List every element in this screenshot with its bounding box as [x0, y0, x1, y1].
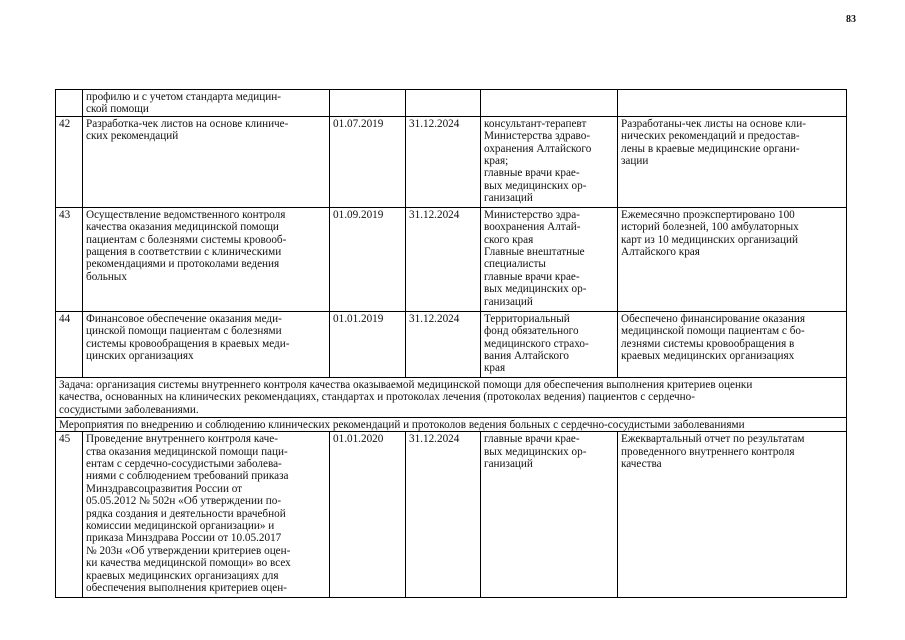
cell-line: больных: [86, 270, 127, 283]
cell-line: ганизаций: [484, 295, 533, 308]
cell-line: Обеспечено финансирование оказания: [621, 312, 805, 325]
end-date-cell: 31.12.2024: [406, 116, 481, 207]
measures-heading-cell: Мероприятия по внедрению и соблюдению клинических рекомендаций и протоколов ведения больных с сердечно-сосудистыми заболеваниями: [56, 417, 847, 431]
cell-line: нических рекомендаций и предостав-: [621, 130, 800, 143]
responsible-cell: [481, 207, 618, 311]
cell-line: Минздравсоцразвития России от: [86, 482, 243, 495]
row-number-cell: 45: [56, 432, 83, 598]
table-row: [56, 432, 847, 598]
cell-line: Главные внештатные: [484, 246, 585, 259]
responsible-cell: [481, 432, 618, 598]
page-number: 83: [846, 14, 856, 25]
start-date-cell: 01.01.2020: [330, 432, 406, 598]
start-date-cell: [330, 90, 406, 117]
cell-line: рядка создания и деятельности врачебной: [86, 507, 286, 520]
cell-line: консультант-терапевт: [484, 117, 587, 130]
cell-line: лены в краевые медицинские органи-: [621, 142, 800, 155]
result-cell: [618, 432, 847, 598]
task-cell: [56, 377, 847, 417]
cell-line: Ежемесячно проэкспертировано 100: [621, 208, 795, 221]
measures-heading-row: [56, 417, 847, 431]
cell-line: пациентам с болезнями системы кровооб-: [86, 233, 287, 246]
start-date-cell: 01.07.2019: [330, 116, 406, 207]
cell-line: медицинской помощи пациентам с бо-: [621, 325, 805, 338]
row-number-cell: 44: [56, 311, 83, 377]
cell-line: карт из 10 медицинских организаций: [621, 233, 798, 246]
result-cell: [618, 311, 847, 377]
cell-line: комиссии медицинской организации» и: [86, 520, 275, 533]
cell-line: охранения Алтайского: [484, 142, 592, 155]
cell-line: ращения в соответствии с клиническими: [86, 246, 282, 259]
cell-line: краевых медицинских организациях для: [86, 569, 279, 582]
cell-line: главные врачи крае-: [484, 167, 580, 180]
activity-cell: [83, 432, 330, 598]
start-date-cell: 01.01.2019: [330, 311, 406, 377]
cell-line: фонд обязательного: [484, 325, 579, 338]
cell-line: системы кровообращения в краевых меди-: [86, 337, 290, 350]
row-number-cell: [56, 90, 83, 117]
cell-line: края: [484, 362, 506, 375]
cell-line: Осуществление ведомственного контроля: [86, 208, 286, 221]
cell-line: вых медицинских ор-: [484, 179, 587, 192]
responsible-cell: [481, 90, 618, 117]
end-date-cell: 31.12.2024: [406, 311, 481, 377]
cell-line: Разработаны-чек листы на основе кли-: [621, 117, 806, 130]
cell-line: Задача: организация системы внутреннего контроля качества оказываемой медицинской помощи для обеспечения выполнения критериев оценки: [59, 378, 753, 391]
task-row: [56, 377, 847, 417]
plan-table: [55, 89, 847, 598]
cell-line: ства оказания медицинской помощи паци-: [86, 445, 288, 458]
cell-line: ганизаций: [484, 458, 533, 471]
table-row: [56, 116, 847, 207]
cell-line: ских рекомендаций: [86, 130, 179, 143]
cell-line: вых медицинских ор-: [484, 445, 587, 458]
cell-line: специалисты: [484, 258, 546, 271]
activity-cell: [83, 311, 330, 377]
cell-line: 05.05.2012 № 502н «Об утверждении по-: [86, 495, 282, 508]
end-date-cell: 31.12.2024: [406, 432, 481, 598]
cell-line: Разработка-чек листов на основе клиниче-: [86, 117, 289, 130]
cell-line: проведенного внутреннего контроля: [621, 445, 795, 458]
cell-line: Министерство здра-: [484, 208, 580, 221]
cell-line: приказа Минздрава России от 10.05.2017: [86, 532, 282, 545]
table-row: [56, 207, 847, 311]
cell-line: ки качества медицинской помощи» во всех: [86, 557, 291, 570]
cell-line: Территориальный: [484, 312, 570, 325]
cell-line: Министерства здраво-: [484, 130, 591, 143]
cell-line: вых медицинских ор-: [484, 283, 587, 296]
activity-cell: [83, 207, 330, 311]
result-cell: [618, 116, 847, 207]
cell-line: главные врачи крае-: [484, 270, 580, 283]
cell-line: края;: [484, 155, 509, 168]
end-date-cell: 31.12.2024: [406, 207, 481, 311]
cell-line: качества, основанных на клинических рекомендациях, стандартах и протоколах лечения (протоколах ведения) пациентов с сердечно-: [59, 391, 695, 404]
cell-line: вания Алтайского: [484, 350, 569, 363]
row-number-cell: 43: [56, 207, 83, 311]
responsible-cell: [481, 311, 618, 377]
cell-line: зации: [621, 155, 649, 168]
cell-line: качества: [621, 458, 662, 471]
cell-line: воохранения Алтай-: [484, 221, 581, 234]
start-date-cell: 01.09.2019: [330, 207, 406, 311]
activity-cell: [83, 116, 330, 207]
cell-line: историй болезней, 100 амбулаторных: [621, 221, 799, 234]
cell-line: Проведение внутреннего контроля каче-: [86, 433, 278, 446]
responsible-cell: [481, 116, 618, 207]
cell-line: Финансовое обеспечение оказания меди-: [86, 312, 282, 325]
cell-line: краевых медицинских организациях: [621, 350, 795, 363]
cell-line: лезнями системы кровообращения в: [621, 337, 795, 350]
result-cell: [618, 90, 847, 117]
cell-line: ентам с сердечно-сосудистыми заболева-: [86, 458, 282, 471]
cell-line: ской помощи: [86, 103, 149, 116]
cell-line: цинских организациях: [86, 350, 194, 363]
cell-line: ского края: [484, 233, 534, 246]
cell-line: Алтайского края: [621, 246, 700, 259]
row-number-cell: 42: [56, 116, 83, 207]
cell-line: медицинского страхо-: [484, 337, 589, 350]
cell-line: сосудистыми заболеваниями.: [59, 403, 199, 416]
cell-line: профилю и с учетом стандарта медицин-: [86, 91, 281, 103]
cell-line: ганизаций: [484, 192, 533, 205]
cell-line: цинской помощи пациентам с болезнями: [86, 325, 282, 338]
table-row: [56, 311, 847, 377]
cell-line: № 203н «Об утверждении критериев оцен-: [86, 544, 291, 557]
cell-line: главные врачи крае-: [484, 433, 580, 446]
cell-line: ниями с соблюдением требований приказа: [86, 470, 289, 483]
end-date-cell: [406, 90, 481, 117]
activity-cell: [83, 90, 330, 117]
cell-line: Ежеквартальный отчет по результатам: [621, 433, 805, 446]
cell-line: обеспечения выполнения критериев оцен-: [86, 582, 287, 595]
table-row: [56, 90, 847, 117]
cell-line: качества оказания медицинской помощи: [86, 221, 279, 234]
result-cell: [618, 207, 847, 311]
cell-line: рекомендациями и протоколами ведения: [86, 258, 280, 271]
